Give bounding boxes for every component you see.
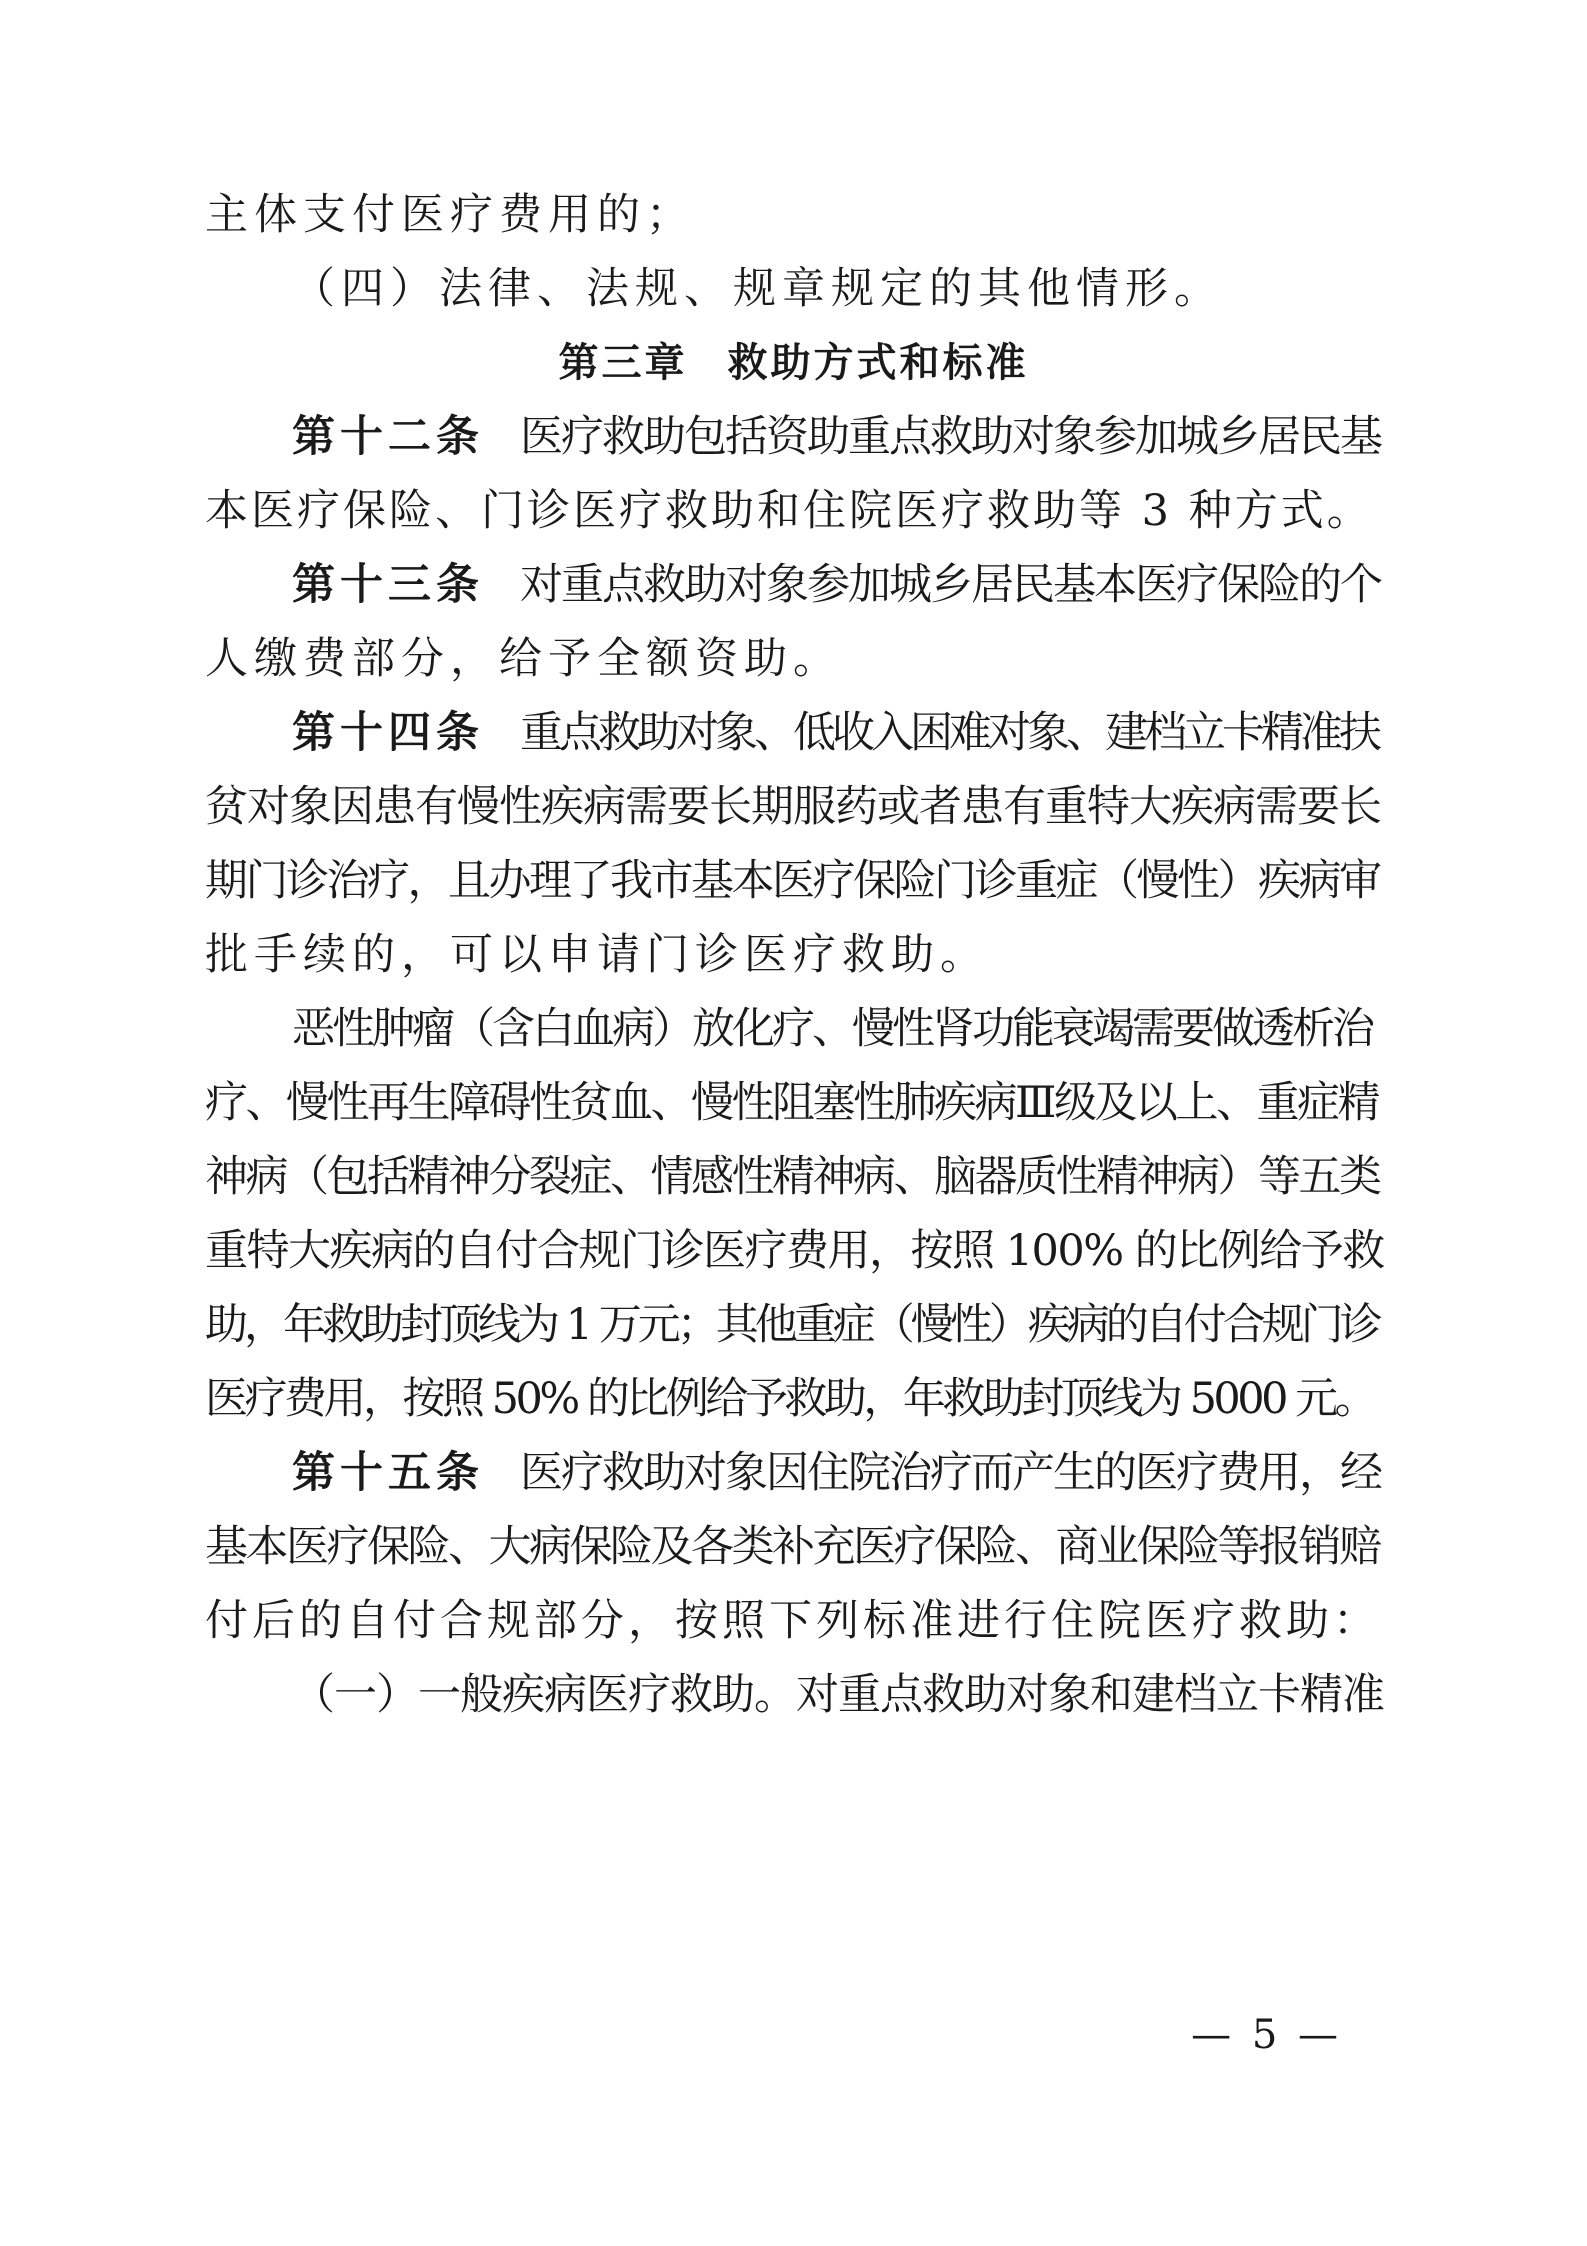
article-number: 第十二条 (292, 412, 484, 462)
text-line: （一）一般疾病医疗救助。对重点救助对象和建档立卡精准 (292, 1670, 1384, 1720)
article-text: 重点救助对象、低收入困难对象、建档立卡精准扶 (520, 708, 1378, 758)
article-text: 医疗救助对象因住院治疗而产生的医疗费用，经 (520, 1448, 1381, 1498)
text-line: （四）法律、法规、规章规定的其他情形。 (292, 264, 1223, 314)
text-line: 基本医疗保险、大病保险及各类补充医疗保险、商业保险等报销赔 (205, 1522, 1380, 1572)
article-12-first-line (292, 410, 1385, 464)
text-line: 批手续的，可以申请门诊医疗救助。 (205, 930, 989, 980)
text-line: 重特大疾病的自付合规门诊医疗费用，按照 100% 的比例给予救 (205, 1226, 1384, 1276)
text-line: 神病（包括精神分裂症、情感性精神病、脑器质性精神病）等五类 (205, 1152, 1380, 1202)
page-number: — 5 — (1191, 2012, 1342, 2058)
text-line: 医疗费用，按照 50% 的比例给予救助，年救助封顶线为 5000 元。 (205, 1374, 1375, 1424)
chapter-heading (0, 336, 1587, 390)
text-line: 主体支付医疗费用的； (205, 190, 695, 240)
chapter-title: 救助方式和标准 (727, 340, 1029, 386)
text-line: 助，年救助封顶线为 1 万元；其他重症（慢性）疾病的自付合规门诊 (205, 1300, 1379, 1350)
text-line: 疗、慢性再生障碍性贫血、慢性阻塞性肺疾病Ⅲ级及以上、重症精 (205, 1078, 1378, 1128)
text-line: 付后的自付合规部分，按照下列标准进行住院医疗救助： (205, 1596, 1380, 1646)
paragraph-first-line: 恶性肿瘤（含白血病）放化疗、慢性肾功能衰竭需要做透析治 (292, 1004, 1372, 1054)
text-line: 期门诊治疗，且办理了我市基本医疗保险门诊重症（慢性）疾病审 (205, 856, 1380, 906)
article-14-first-line (292, 706, 1385, 760)
text-line: 人缴费部分，给予全额资助。 (205, 634, 842, 684)
text-line: 贫对象因患有慢性疾病需要长期服药或者患有重特大疾病需要长 (205, 782, 1381, 832)
article-15-first-line (292, 1446, 1385, 1500)
chapter-number: 第三章 (558, 340, 688, 386)
article-text: 医疗救助包括资助重点救助对象参加城乡居民基 (520, 412, 1381, 462)
article-number: 第十四条 (292, 708, 484, 758)
article-number: 第十三条 (292, 560, 484, 610)
article-number: 第十五条 (292, 1448, 484, 1498)
article-13-first-line (292, 558, 1385, 612)
article-text: 对重点救助对象参加城乡居民基本医疗保险的个 (520, 560, 1381, 610)
text-line: 本医疗保险、门诊医疗救助和住院医疗救助等 3 种方式。 (205, 486, 1373, 536)
